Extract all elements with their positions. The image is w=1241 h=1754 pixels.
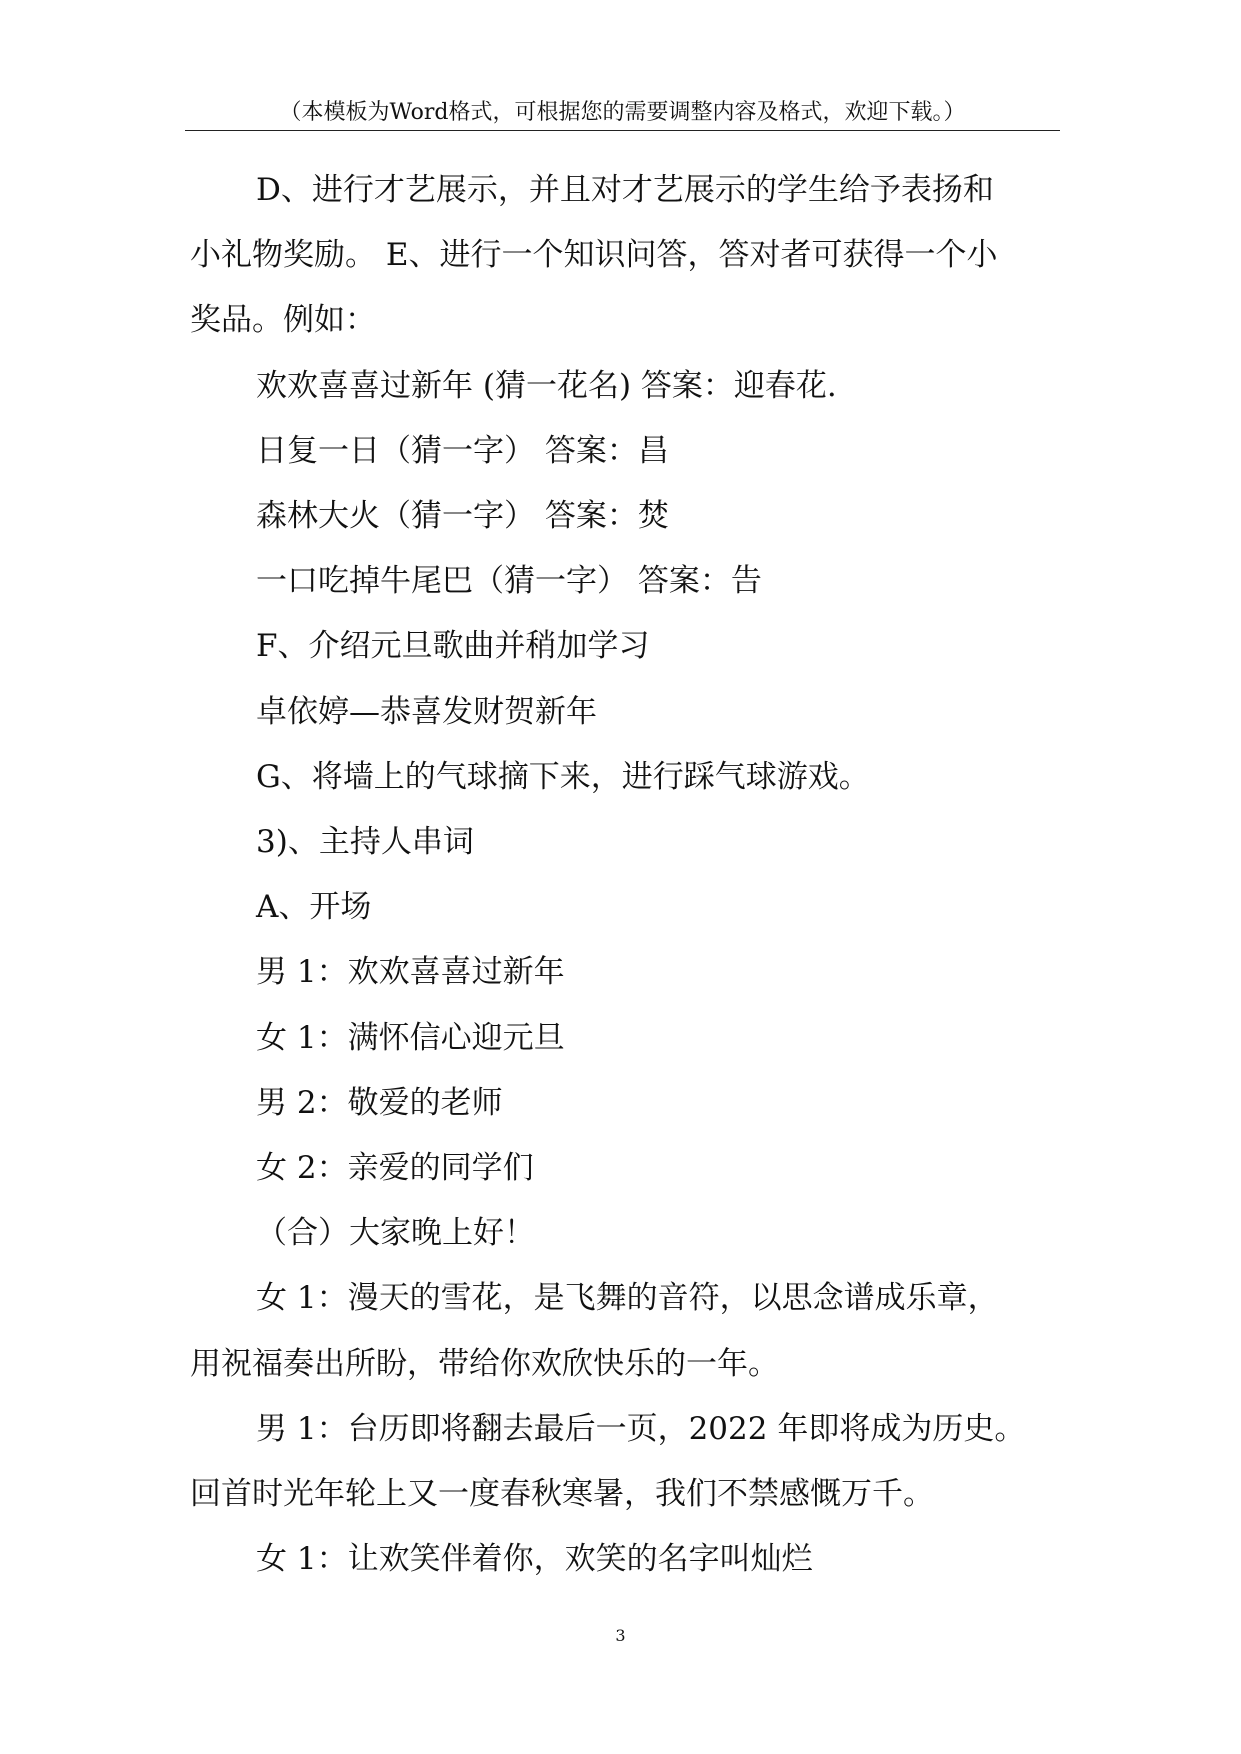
header-divider (185, 130, 1060, 131)
body-line: 奖品。例如： (190, 302, 376, 339)
body-line: 用祝福奏出所盼，带给你欢欣快乐的一年。 (190, 1345, 779, 1382)
body-line: 小礼物奖励。 E、进行一个知识问答，答对者可获得一个小 (190, 237, 998, 274)
body-line: （合）大家晚上好！ (256, 1215, 535, 1252)
document-body (190, 158, 1050, 1592)
body-line: 回首时光年轮上又一度春秋寒暑，我们不禁感慨万千。 (190, 1476, 934, 1513)
body-line: 女 1：漫天的雪花，是飞舞的音符，以思念谱成乐章， (256, 1280, 999, 1317)
body-line: F、介绍元旦歌曲并稍加学习 (256, 628, 650, 665)
body-line: A、开场 (256, 889, 372, 926)
body-line: 男 1：欢欢喜喜过新年 (256, 954, 565, 991)
body-line: 日复一日（猜一字） 答案：昌 (256, 432, 669, 469)
body-line: 森林大火（猜一字） 答案：焚 (256, 498, 669, 535)
page-header-note: （本模板为Word格式，可根据您的需要调整内容及格式，欢迎下载。） (279, 100, 966, 125)
body-line: 一口吃掉牛尾巴（猜一字） 答案：告 (256, 563, 762, 600)
page-number: 3 (615, 1626, 626, 1645)
body-line: 女 2：亲爱的同学们 (256, 1150, 534, 1187)
body-line: 男 1：台历即将翻去最后一页，2022 年即将成为历史。 (256, 1410, 1026, 1447)
body-line: G、将墙上的气球摘下来，进行踩气球游戏。 (256, 758, 870, 795)
body-line: 女 1：满怀信心迎元旦 (256, 1019, 565, 1056)
body-line: 女 1：让欢笑伴着你，欢笑的名字叫灿烂 (256, 1541, 813, 1578)
body-line: 男 2：敬爱的老师 (256, 1084, 503, 1121)
body-line: D、进行才艺展示，并且对才艺展示的学生给予表扬和 (256, 172, 994, 208)
body-line: 欢欢喜喜过新年 (猜一花名) 答案：迎春花. (256, 367, 837, 404)
body-line: 3)、主持人串词 (256, 824, 474, 861)
body-line: 卓依婷—恭喜发财贺新年 (256, 693, 597, 730)
